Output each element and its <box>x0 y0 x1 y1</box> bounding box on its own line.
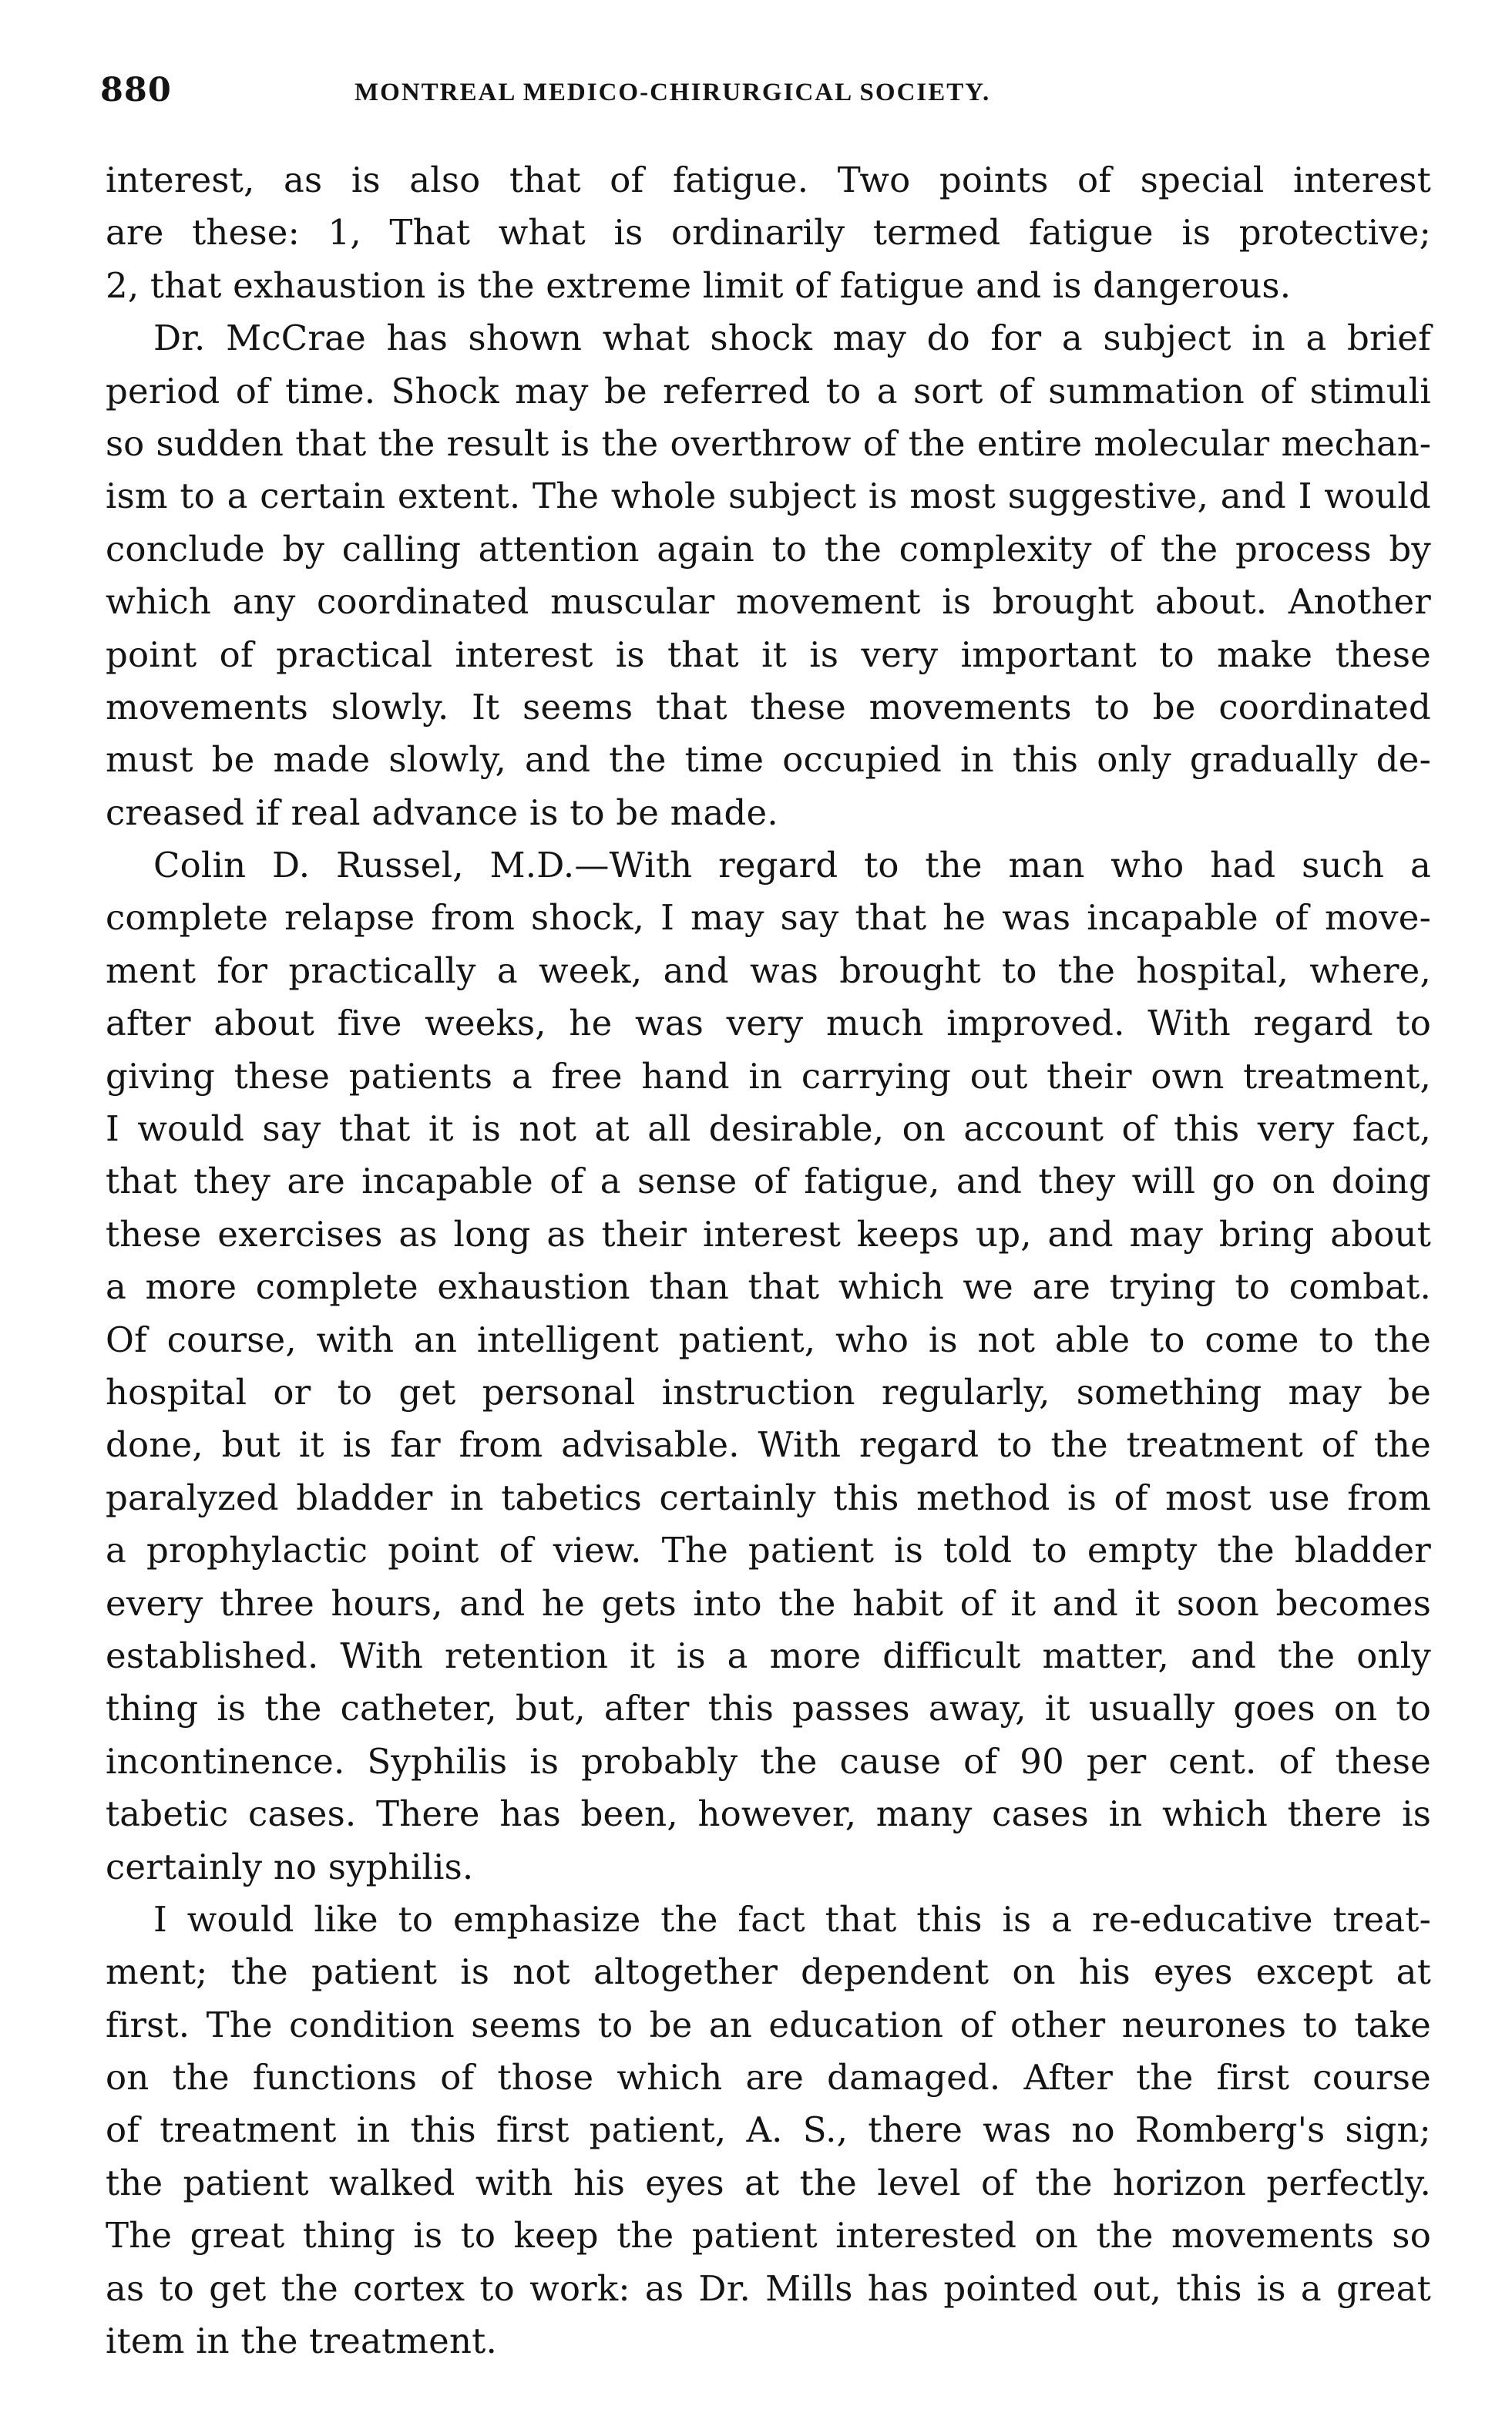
text-line: done, but it is far from advisable. With regard to the treatment of the <box>106 1424 1431 1466</box>
text-line: these exercises as long as their interest keeps up, and may bring about <box>106 1213 1431 1255</box>
text-line: 2, that exhaustion is the extreme limit of fatigue and is dangerous. <box>106 264 1292 306</box>
text-line: of treatment in this first patient, A. S., there was no Romberg's sign; <box>106 2109 1431 2151</box>
text-line: after about five weeks, he was very much improved. With regard to <box>106 1003 1431 1044</box>
text-line: hospital or to get personal instruction regularly, something may be <box>106 1371 1431 1413</box>
text-line: complete relapse from shock, I may say that he was incapable of move- <box>106 897 1431 939</box>
text-line: Dr. McCrae has shown what shock may do for a subject in a brief <box>153 318 1431 359</box>
text-line: ment; the patient is not altogether dependent on his eyes except at <box>106 1951 1431 1993</box>
text-line: point of practical interest is that it is very important to make these <box>106 633 1431 675</box>
text-line: Of course, with an intelligent patient, who is not able to come to the <box>106 1319 1431 1360</box>
text-line: giving these patients a free hand in carrying out their own treatment, <box>106 1055 1431 1097</box>
text-line: on the functions of those which are damaged. After the first course <box>106 2057 1431 2099</box>
text-line: The great thing is to keep the patient interested on the movements so <box>106 2215 1431 2257</box>
text-line: tabetic cases. There has been, however, many cases in which there is <box>106 1793 1431 1835</box>
page-header <box>100 71 1426 120</box>
text-line: the patient walked with his eyes at the level of the horizon perfectly. <box>106 2162 1431 2203</box>
text-line: which any coordinated muscular movement is brought about. Another <box>106 581 1431 623</box>
text-line: certainly no syphilis. <box>106 1846 474 1887</box>
text-line: conclude by calling attention again to the complexity of the process by <box>106 528 1431 570</box>
text-line: ment for practically a week, and was brought to the hospital, where, <box>106 949 1431 991</box>
text-line: thing is the catheter, but, after this passes away, it usually goes on to <box>106 1688 1431 1729</box>
text-line: I would like to emphasize the fact that this is a re-educative treat- <box>153 1898 1431 1940</box>
text-line: movements slowly. It seems that these movements to be coordinated <box>106 686 1431 728</box>
text-line: established. With retention it is a more difficult matter, and the only <box>106 1635 1431 1676</box>
text-line: period of time. Shock may be referred to a sort of summation of stimuli <box>106 370 1431 412</box>
running-head: MONTREAL MEDICO-CHIRURGICAL SOCIETY. <box>354 79 991 106</box>
text-line: as to get the cortex to work: as Dr. Mills has pointed out, this is a great <box>106 2267 1431 2309</box>
text-line: first. The condition seems to be an education of other neurones to take <box>106 2004 1431 2045</box>
text-line: item in the treatment. <box>106 2321 497 2362</box>
text-line: are these: 1, That what is ordinarily termed fatigue is protective; <box>106 212 1431 254</box>
text-line: that they are incapable of a sense of fatigue, and they will go on doing <box>106 1161 1431 1202</box>
text-line: incontinence. Syphilis is probably the cause of 90 per cent. of these <box>106 1740 1431 1782</box>
text-line: must be made slowly, and the time occupied in this only gradually de- <box>106 739 1431 781</box>
text-line: ism to a certain extent. The whole subject is most suggestive, and I would <box>106 476 1431 517</box>
page-number: 880 <box>100 71 172 109</box>
text-line: I would say that it is not at all desirable, on account of this very fact, <box>106 1108 1431 1150</box>
text-line: interest, as is also that of fatigue. Two points of special interest <box>106 160 1431 200</box>
text-line: a more complete exhaustion than that which we are trying to combat. <box>106 1266 1431 1308</box>
text-line: paralyzed bladder in tabetics certainly this method is of most use from <box>106 1477 1431 1518</box>
text-line: every three hours, and he gets into the habit of it and it soon becomes <box>106 1582 1431 1624</box>
text-line: a prophylactic point of view. The patient is told to empty the bladder <box>106 1530 1431 1571</box>
text-line: so sudden that the result is the overthrow of the entire molecular mechan- <box>106 422 1431 464</box>
body-text <box>106 154 1431 2368</box>
text-line: creased if real advance is to be made. <box>106 791 778 833</box>
text-line: Colin D. Russel, M.D.—With regard to the man who had such a <box>153 845 1431 886</box>
